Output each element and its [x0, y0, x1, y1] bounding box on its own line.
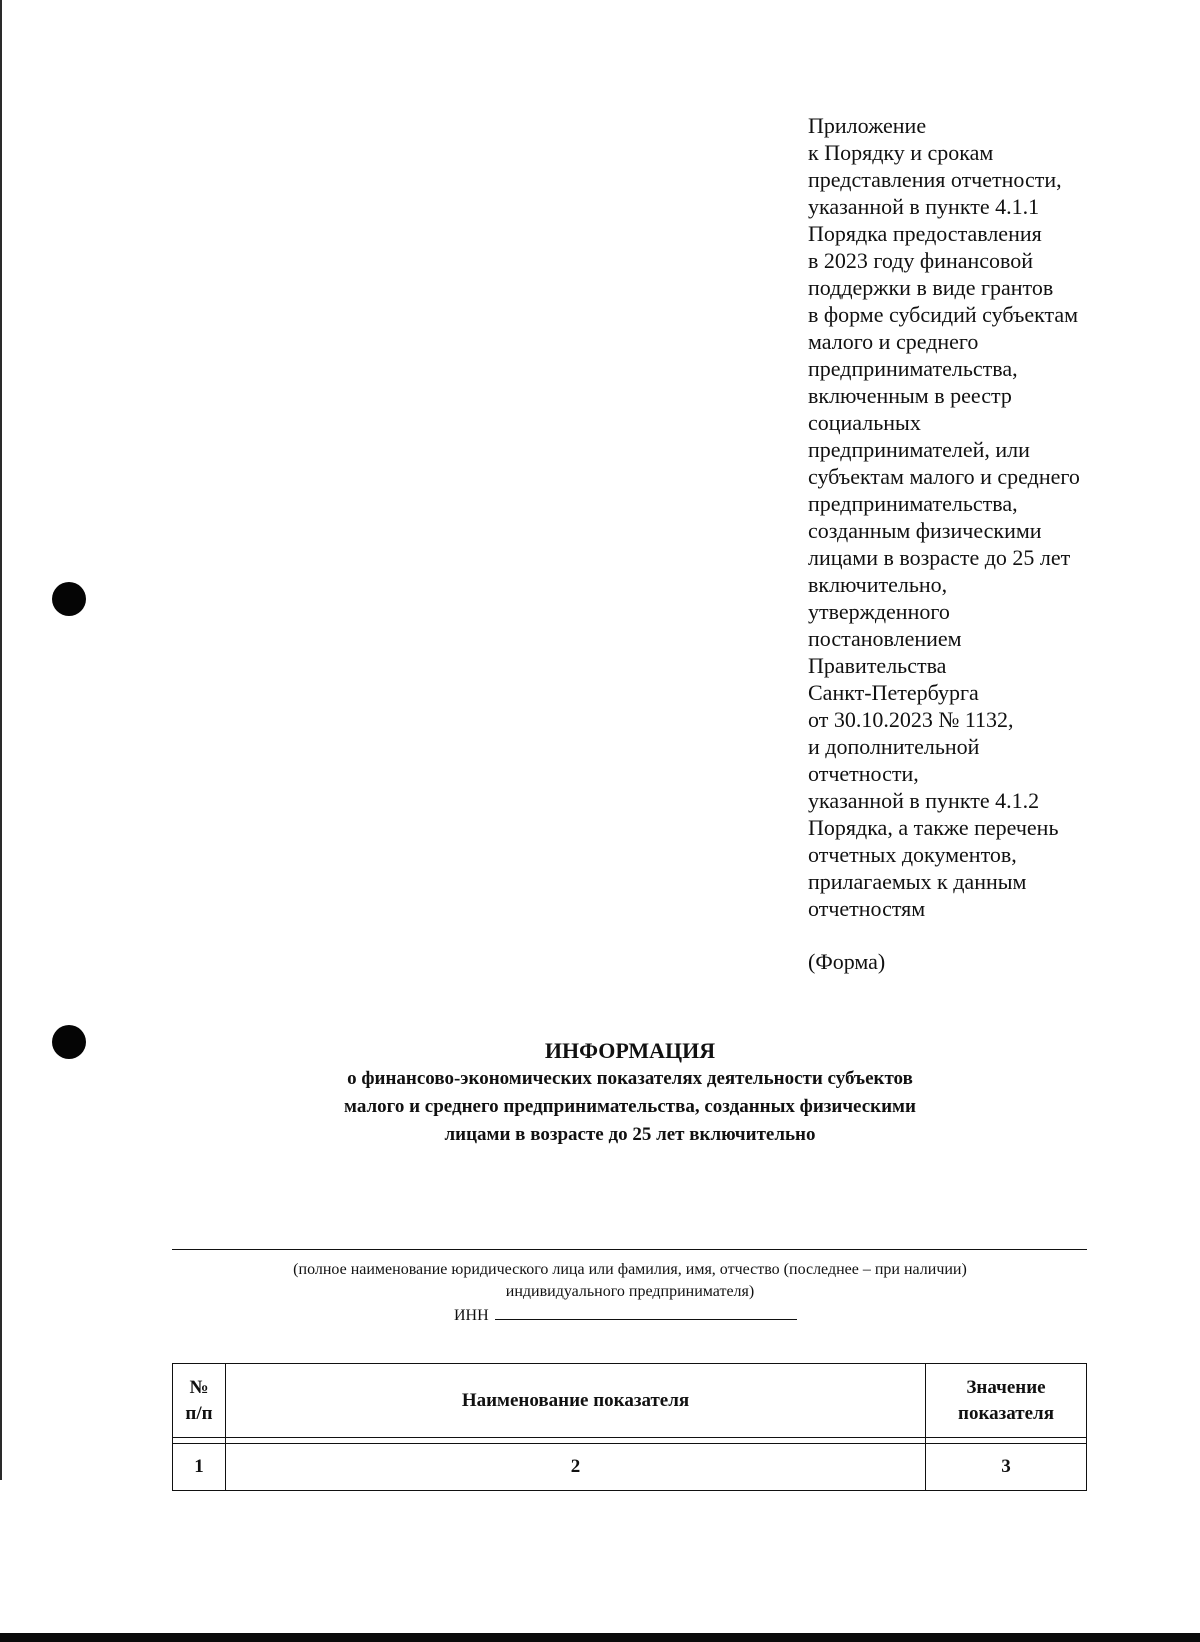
appendix-line: Правительства — [808, 653, 947, 678]
appendix-line: от 30.10.2023 № 1132, — [808, 707, 1014, 732]
appendix-line: отчетностям — [808, 896, 926, 921]
inn-input-line[interactable] — [495, 1305, 797, 1320]
entity-name-caption-line-2: индивидуального предпринимателя) — [505, 1283, 755, 1300]
header-indicator-name: Наименование показателя — [226, 1364, 926, 1438]
appendix-line: предпринимательства, — [808, 491, 1018, 516]
punch-hole-top — [52, 582, 86, 616]
entity-name-caption-line-1: (полное наименование юридического лица или фамилия, имя, отчество (последнее – при наличии) — [293, 1261, 967, 1278]
inn-field — [454, 1305, 797, 1327]
appendix-line: прилагаемых к данным — [808, 869, 1027, 894]
column-number-cell: 2 — [226, 1444, 926, 1491]
appendix-line: представления отчетности, — [808, 167, 1062, 192]
appendix-line: субъектам малого и среднего — [808, 464, 1080, 489]
page-edge-bottom — [0, 1633, 1200, 1642]
column-number-cell: 1 — [173, 1444, 226, 1491]
appendix-line: включительно, — [808, 572, 948, 597]
appendix-note — [808, 112, 1188, 922]
appendix-line: предпринимателей, или — [808, 437, 1030, 462]
header-number — [173, 1364, 226, 1438]
indicators-table — [172, 1363, 1087, 1491]
appendix-line: Санкт-Петербурга — [808, 680, 979, 705]
appendix-line: Приложение — [808, 113, 927, 138]
entity-name-caption — [160, 1259, 1100, 1303]
header-value-line-2: показателя — [958, 1402, 1054, 1424]
page-edge-left — [0, 0, 2, 1480]
appendix-line: отчетности, — [808, 761, 919, 786]
appendix-line: и дополнительной — [808, 734, 980, 759]
document-subtitle-line-1: о финансово-экономических показателях деятельности субъектов — [347, 1068, 913, 1089]
header-value-line-1: Значение — [966, 1376, 1046, 1398]
header-indicator-value — [926, 1364, 1087, 1438]
table-column-number-row — [173, 1444, 1087, 1491]
appendix-line: малого и среднего — [808, 329, 979, 354]
appendix-line: в 2023 году финансовой — [808, 248, 1034, 273]
appendix-line: Порядка, а также перечень — [808, 815, 1059, 840]
appendix-line: утвержденного — [808, 599, 950, 624]
appendix-line: указанной в пункте 4.1.1 — [808, 194, 1040, 219]
appendix-line: к Порядку и срокам — [808, 140, 994, 165]
inn-label: ИНН — [454, 1307, 489, 1324]
column-number-cell: 3 — [926, 1444, 1087, 1491]
punch-hole-bottom — [52, 1025, 86, 1059]
appendix-line: Порядка предоставления — [808, 221, 1042, 246]
document-title: ИНФОРМАЦИЯ — [544, 1038, 716, 1063]
entity-name-field-line[interactable] — [172, 1249, 1087, 1250]
appendix-line: указанной в пункте 4.1.2 — [808, 788, 1040, 813]
document-subtitle-line-2: малого и среднего предпринимательства, созданных физическими — [344, 1096, 916, 1117]
appendix-line: созданным физическими — [808, 518, 1042, 543]
header-number-line-2: п/п — [185, 1402, 213, 1424]
appendix-line: предпринимательства, — [808, 356, 1018, 381]
appendix-line: включенным в реестр — [808, 383, 1012, 408]
document-subtitle-line-3: лицами в возрасте до 25 лет включительно — [444, 1124, 816, 1145]
appendix-line: поддержки в виде грантов — [808, 275, 1054, 300]
table-header-row — [173, 1364, 1087, 1438]
appendix-line: в форме субсидий субъектам — [808, 302, 1079, 327]
header-number-line-1: № — [189, 1376, 209, 1398]
appendix-line: лицами в возрасте до 25 лет — [808, 545, 1071, 570]
form-label: (Форма) — [808, 949, 886, 974]
appendix-line: отчетных документов, — [808, 842, 1017, 867]
document-title-block — [160, 1037, 1100, 1149]
appendix-line: постановлением — [808, 626, 962, 651]
appendix-line: социальных — [808, 410, 921, 435]
